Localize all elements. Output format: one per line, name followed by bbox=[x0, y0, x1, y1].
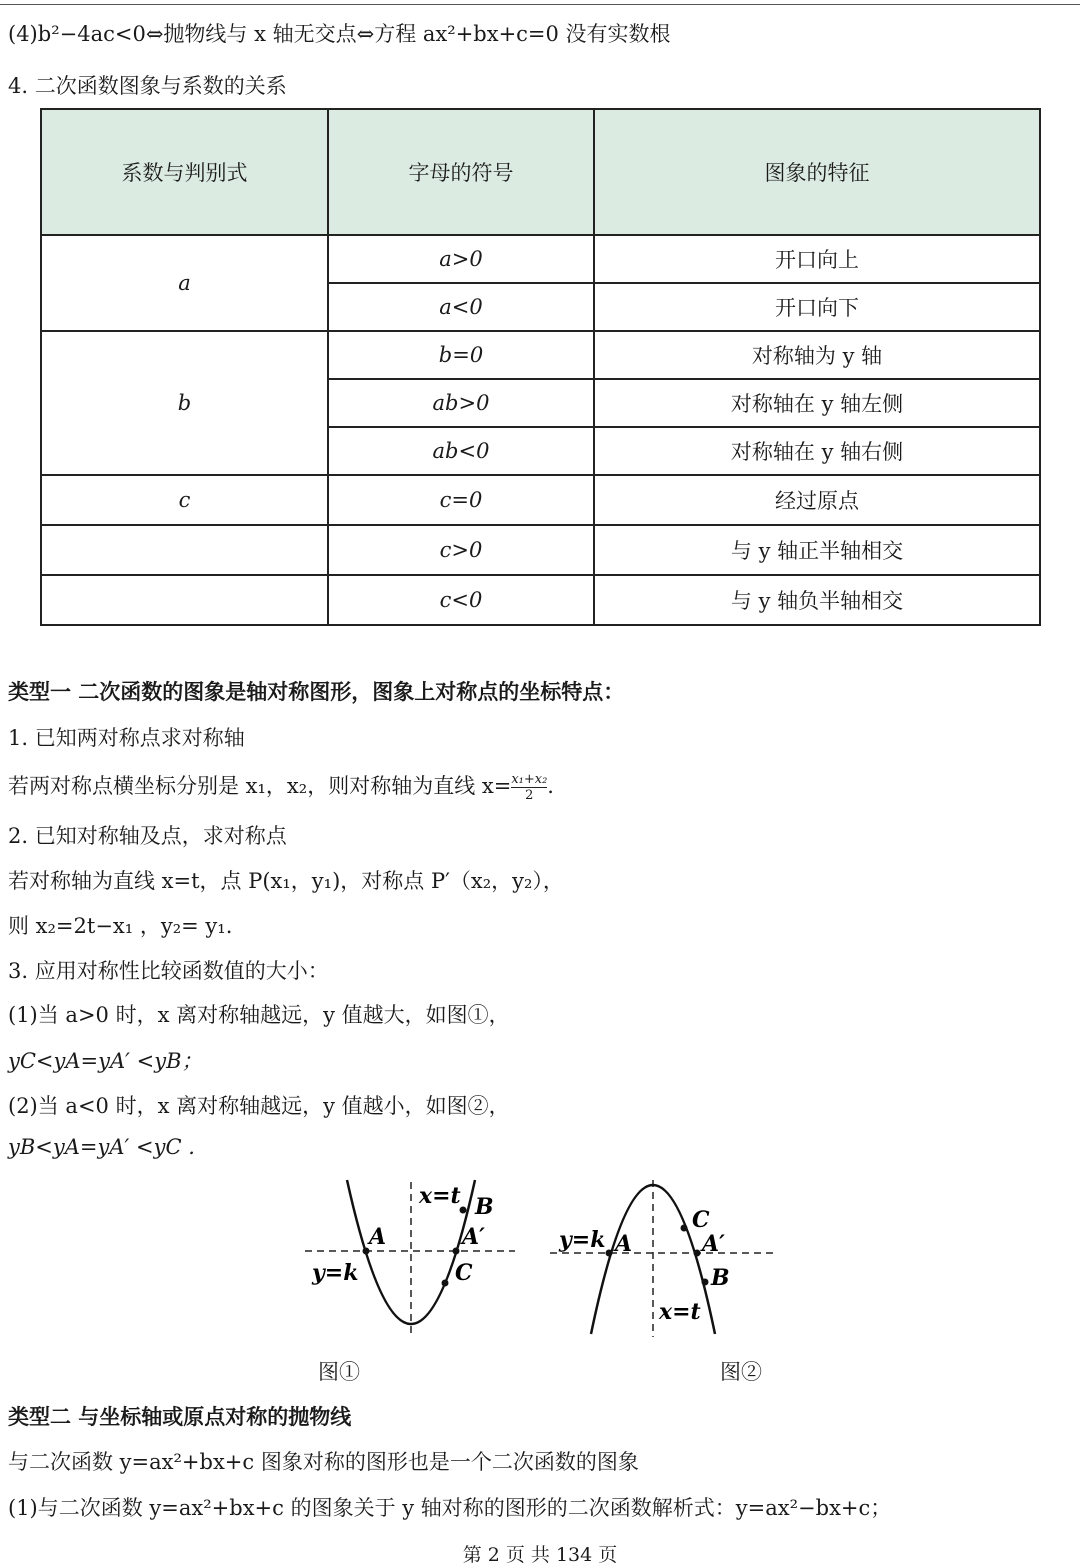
axis-formula-text: 若两对称点横坐标分别是 x₁，x₂，则对称轴为直线 x= bbox=[8, 774, 512, 798]
table-row bbox=[41, 331, 1040, 379]
top-rule bbox=[0, 4, 1080, 5]
point-label-c: C bbox=[455, 1260, 473, 1286]
point-b bbox=[702, 1279, 709, 1286]
table-row bbox=[41, 475, 1040, 525]
point-label-a-prime: A′ bbox=[462, 1224, 485, 1250]
table-row bbox=[41, 575, 1040, 625]
case1-text: (1)当 a>0 时，x 离对称轴越远，y 值越大，如图①， bbox=[8, 1003, 510, 1027]
coefficient-table bbox=[40, 108, 1041, 626]
sign-cell: a<0 bbox=[328, 283, 594, 331]
coef-cell: a bbox=[41, 235, 328, 331]
point-label-a: A bbox=[615, 1231, 633, 1257]
page-footer: 第 2 页 共 134 页 bbox=[462, 1544, 618, 1566]
fraction-denominator: 2 bbox=[525, 788, 534, 803]
point-label-a: A bbox=[369, 1224, 387, 1250]
sign-cell: ab>0 bbox=[328, 379, 594, 427]
point-a bbox=[606, 1250, 613, 1257]
point-c bbox=[442, 1280, 449, 1287]
discriminant-line bbox=[8, 18, 671, 48]
feature-cell: 开口向下 bbox=[594, 283, 1040, 331]
statement-tail: 方程 ax²+bx+c=0 没有实数根 bbox=[374, 22, 671, 46]
discriminant-condition: b²−4ac<0 bbox=[37, 22, 146, 46]
point-label-b: B bbox=[711, 1265, 730, 1291]
feature-cell: 开口向上 bbox=[594, 235, 1040, 283]
axis-label: x=t bbox=[419, 1183, 461, 1209]
figure-2-label: 图② bbox=[720, 1360, 762, 1384]
case2-text: (2)当 a<0 时，x 离对称轴越远，y 值越小，如图②， bbox=[8, 1094, 510, 1118]
point-label-c: C bbox=[692, 1207, 710, 1233]
table-row bbox=[41, 525, 1040, 575]
feature-cell: 对称轴为 y 轴 bbox=[594, 331, 1040, 379]
case2-relation: yB<yA=yA′ <yC . bbox=[8, 1135, 195, 1159]
header-feature: 图象的特征 bbox=[594, 109, 1040, 235]
point-c bbox=[681, 1225, 688, 1232]
point-a-prime bbox=[694, 1250, 701, 1257]
statement-middle: 抛物线与 x 轴无交点 bbox=[163, 22, 357, 46]
axis-label: x=t bbox=[659, 1299, 701, 1325]
figure-2-downward-parabola bbox=[545, 1172, 780, 1342]
fraction-numerator: x₁+x₂ bbox=[511, 772, 548, 787]
equivalence-arrow: ⇔ bbox=[145, 22, 164, 46]
coef-cell bbox=[41, 525, 328, 575]
type1-item1: 1. 已知两对称点求对称轴 bbox=[8, 726, 245, 750]
header-coefficient: 系数与判别式 bbox=[41, 109, 328, 235]
type2-line2: (1)与二次函数 y=ax²+bx+c 的图象关于 y 轴对称的图形的二次函数解析式：y=ax²−bx+c； bbox=[8, 1496, 892, 1520]
feature-cell: 与 y 轴正半轴相交 bbox=[594, 525, 1040, 575]
item-prefix: (4) bbox=[8, 22, 38, 46]
sign-cell: c<0 bbox=[328, 575, 594, 625]
case1-relation: yC<yA=yA′ <yB； bbox=[8, 1049, 203, 1073]
line-label: y=k bbox=[312, 1260, 359, 1286]
coef-cell bbox=[41, 575, 328, 625]
type1-item2-text: 若对称轴为直线 x=t，点 P(x₁，y₁)，对称点 P′（x₂，y₂）， bbox=[8, 869, 564, 893]
type1-item2: 2. 已知对称轴及点，求对称点 bbox=[8, 824, 287, 848]
period: . bbox=[547, 774, 554, 798]
equivalence-arrow: ⇔ bbox=[356, 22, 375, 46]
point-label-b: B bbox=[475, 1194, 494, 1220]
coef-cell: b bbox=[41, 331, 328, 475]
fraction bbox=[511, 772, 547, 803]
coef-cell: c bbox=[41, 475, 328, 525]
sign-cell: b=0 bbox=[328, 331, 594, 379]
point-a-prime bbox=[453, 1248, 460, 1255]
sign-cell: c=0 bbox=[328, 475, 594, 525]
type1-item1-text bbox=[8, 770, 554, 803]
type1-item3: 3. 应用对称性比较函数值的大小： bbox=[8, 959, 329, 983]
feature-cell: 对称轴在 y 轴右侧 bbox=[594, 427, 1040, 475]
type2-line1: 与二次函数 y=ax²+bx+c 图象对称的图形也是一个二次函数的图象 bbox=[8, 1450, 639, 1474]
type2-heading: 类型二 与坐标轴或原点对称的抛物线 bbox=[8, 1404, 352, 1429]
feature-cell: 与 y 轴负半轴相交 bbox=[594, 575, 1040, 625]
sign-cell: c>0 bbox=[328, 525, 594, 575]
sign-cell: a>0 bbox=[328, 235, 594, 283]
header-sign: 字母的符号 bbox=[328, 109, 594, 235]
point-label-a-prime: A′ bbox=[702, 1231, 725, 1257]
type1-item2-text2: 则 x₂=2t−x₁ ，y₂= y₁. bbox=[8, 914, 233, 938]
figure-1-upward-parabola bbox=[300, 1172, 520, 1342]
type1-heading: 类型一 二次函数的图象是轴对称图形，图象上对称点的坐标特点： bbox=[8, 679, 625, 704]
feature-cell: 经过原点 bbox=[594, 475, 1040, 525]
section-4-title: 4. 二次函数图象与系数的关系 bbox=[8, 74, 287, 98]
table-header-row bbox=[41, 109, 1040, 235]
line-label: y=k bbox=[559, 1227, 606, 1253]
figure-1-label: 图① bbox=[318, 1360, 360, 1384]
sign-cell: ab<0 bbox=[328, 427, 594, 475]
table-row bbox=[41, 235, 1040, 283]
feature-cell: 对称轴在 y 轴左侧 bbox=[594, 379, 1040, 427]
